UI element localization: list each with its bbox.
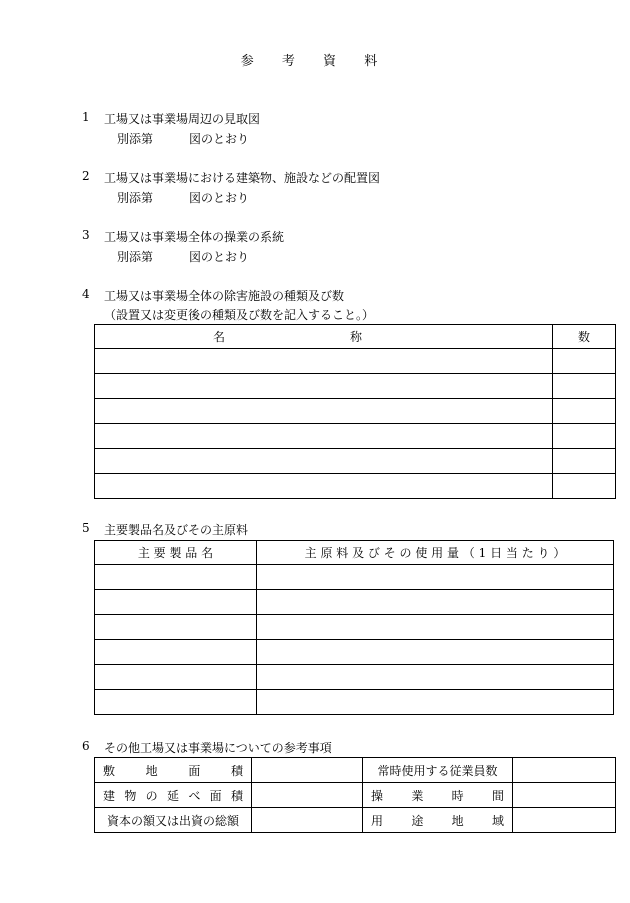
name-header-char-1: 名 <box>213 330 226 344</box>
floor-area-label-char: 延 <box>166 788 179 803</box>
floor-area-label-char: 物 <box>124 788 137 803</box>
products-header-row <box>95 541 614 565</box>
floor-area-label-char: 建 <box>103 788 116 803</box>
material-cell[interactable] <box>257 665 614 690</box>
facilities-table <box>94 324 616 499</box>
material-cell[interactable] <box>257 615 614 640</box>
floor-area-label <box>95 783 252 808</box>
material-cell[interactable] <box>257 565 614 590</box>
section-3-heading: 工場又は事業場全体の操業の系統 <box>104 230 285 244</box>
facilities-count-header: 数 <box>553 325 616 349</box>
facility-count-cell[interactable] <box>553 399 616 424</box>
facility-count-cell[interactable] <box>553 374 616 399</box>
site-area-label <box>95 758 252 783</box>
facility-name-cell[interactable] <box>95 399 553 424</box>
operating-hours-label <box>363 783 513 808</box>
section-5-number: 5 <box>82 521 90 535</box>
operating-hours-value[interactable] <box>513 783 616 808</box>
product-cell[interactable] <box>95 590 257 615</box>
facilities-header-row <box>95 325 616 349</box>
product-cell[interactable] <box>95 665 257 690</box>
zoning-label <box>363 808 513 833</box>
floor-area-label-char: 面 <box>209 788 222 803</box>
material-cell[interactable] <box>257 590 614 615</box>
section-6-heading: その他工場又は事業場についての参考事項 <box>104 741 332 755</box>
operating-hours-label-char: 時 <box>451 788 464 803</box>
capital-label: 資本の額又は出資の総額 <box>95 808 252 833</box>
table-row <box>95 590 614 615</box>
facility-name-cell[interactable] <box>95 474 553 499</box>
product-cell[interactable] <box>95 615 257 640</box>
operating-hours-label-char: 操 <box>371 788 384 803</box>
table-row <box>95 424 616 449</box>
facility-name-cell[interactable] <box>95 424 553 449</box>
section-4-heading: 工場又は事業場全体の除害施設の種類及び数 <box>104 289 345 303</box>
site-area-label-char: 地 <box>145 763 158 778</box>
product-cell[interactable] <box>95 565 257 590</box>
site-area-value[interactable] <box>252 758 363 783</box>
section-2-number: 2 <box>82 169 90 183</box>
section-5-heading: 主要製品名及びその主原料 <box>104 523 249 537</box>
floor-area-label-char: 積 <box>230 788 243 803</box>
table-row <box>95 665 614 690</box>
material-cell[interactable] <box>257 690 614 715</box>
site-area-label-char: 敷 <box>103 763 116 778</box>
section-2-heading: 工場又は事業場における建築物、施設などの配置図 <box>104 171 381 185</box>
zoning-label-char: 用 <box>371 813 384 828</box>
section-4-number: 4 <box>82 287 90 301</box>
facility-name-cell[interactable] <box>95 349 553 374</box>
facility-count-cell[interactable] <box>553 424 616 449</box>
facility-name-cell[interactable] <box>95 449 553 474</box>
section-6-number: 6 <box>82 739 90 753</box>
page-title: 参 考 資 料 <box>240 54 390 69</box>
section-2-note: 別添第 図のとおり <box>117 191 250 205</box>
table-row <box>95 474 616 499</box>
floor-area-label-char: の <box>145 788 158 803</box>
table-row <box>95 349 616 374</box>
table-row <box>95 783 616 808</box>
products-table <box>94 540 614 715</box>
facility-count-cell[interactable] <box>553 474 616 499</box>
table-row <box>95 640 614 665</box>
section-4-note: （設置又は変更後の種類及び数を記入すること。） <box>104 308 375 322</box>
table-row <box>95 449 616 474</box>
name-header-char-2: 称 <box>349 330 362 344</box>
facility-count-cell[interactable] <box>553 449 616 474</box>
table-row <box>95 374 616 399</box>
table-row <box>95 615 614 640</box>
product-cell[interactable] <box>95 690 257 715</box>
employees-label: 常時使用する従業員数 <box>363 758 513 783</box>
zoning-label-char: 地 <box>451 813 464 828</box>
site-area-label-char: 面 <box>188 763 201 778</box>
facility-name-cell[interactable] <box>95 374 553 399</box>
facility-count-cell[interactable] <box>553 349 616 374</box>
section-3-number: 3 <box>82 228 90 242</box>
product-cell[interactable] <box>95 640 257 665</box>
material-cell[interactable] <box>257 640 614 665</box>
operating-hours-label-char: 間 <box>491 788 504 803</box>
material-header: 主 原 料 及 び そ の 使 用 量 （ 1 日 当 た り ） <box>257 541 614 565</box>
section-3-note: 別添第 図のとおり <box>117 250 250 264</box>
product-name-header: 主 要 製 品 名 <box>95 541 257 565</box>
operating-hours-label-char: 業 <box>411 788 424 803</box>
other-info-table <box>94 757 616 833</box>
table-row <box>95 808 616 833</box>
table-row <box>95 758 616 783</box>
floor-area-value[interactable] <box>252 783 363 808</box>
table-row <box>95 399 616 424</box>
capital-value[interactable] <box>252 808 363 833</box>
employees-value[interactable] <box>513 758 616 783</box>
section-1-heading: 工場又は事業場周辺の見取図 <box>104 112 261 126</box>
table-row <box>95 565 614 590</box>
zoning-value[interactable] <box>513 808 616 833</box>
facilities-name-header <box>95 325 553 349</box>
table-row <box>95 690 614 715</box>
zoning-label-char: 途 <box>411 813 424 828</box>
floor-area-label-char: べ <box>188 788 201 803</box>
zoning-label-char: 域 <box>491 813 504 828</box>
section-1-note: 別添第 図のとおり <box>117 132 250 146</box>
site-area-label-char: 積 <box>230 763 243 778</box>
section-1-number: 1 <box>82 110 90 124</box>
